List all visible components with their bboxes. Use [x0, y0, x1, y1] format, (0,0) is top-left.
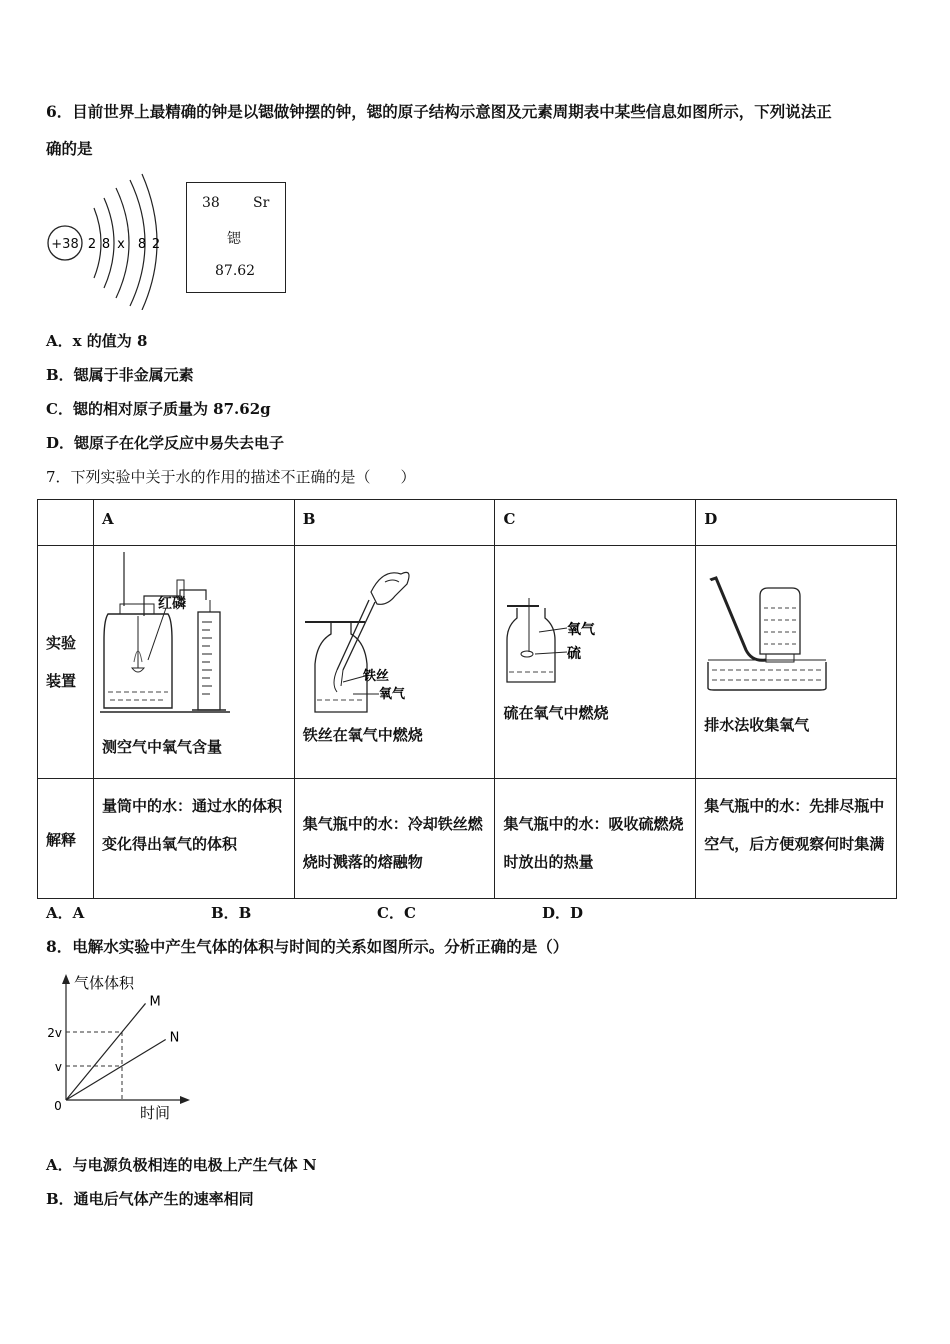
q8-option-b: B．通电后气体产生的速率相同	[46, 1190, 254, 1208]
series-line-m	[66, 1003, 146, 1100]
caption-c: 硫在氧气中燃烧	[503, 704, 609, 722]
nucleus-charge: +38	[51, 237, 79, 252]
q8-text: 8．电解水实验中产生气体的体积与时间的关系如图所示。分析正确的是（）	[46, 937, 569, 956]
cell-figure-b	[294, 546, 495, 779]
row-label-explain: 解释	[38, 779, 94, 899]
q7-text: 7．下列实验中关于水的作用的描述不正确的是（ ）	[46, 468, 416, 486]
row-label-device: 实验 装置	[38, 546, 94, 779]
y-axis-label: 气体体积	[74, 974, 135, 992]
shell-count-1: 2	[87, 237, 97, 252]
element-name: 锶	[227, 231, 241, 247]
x-axis-arrow	[180, 1096, 190, 1104]
header-a: A	[93, 500, 294, 546]
q7-experiment-table	[37, 499, 897, 899]
q6-option-a: A．x 的值为 8	[46, 332, 148, 350]
element-info-box	[186, 182, 286, 293]
cell-figure-d	[696, 546, 897, 779]
q8-option-a: A．与电源负极相连的电极上产生气体 N	[46, 1156, 317, 1174]
q6-text-line2: 确的是	[46, 139, 93, 158]
explain-row	[38, 779, 897, 899]
explain-c: 集气瓶中的水：吸收硫燃烧时放出的热量	[495, 779, 696, 899]
q7-answer-b: B．B	[211, 904, 252, 922]
series-label-n: N	[169, 1030, 180, 1046]
series-label-m: M	[149, 994, 161, 1010]
atom-structure-diagram	[44, 170, 174, 310]
apparatus-c-drawing	[501, 596, 691, 696]
shell-count-2: 8	[101, 237, 111, 252]
element-mass: 87.62	[215, 263, 256, 279]
q6-option-d: D．锶原子在化学反应中易失去电子	[46, 434, 285, 452]
element-number: 38	[202, 195, 220, 211]
q8-volume-time-chart	[40, 970, 200, 1125]
label-iron-wire: 铁丝	[362, 669, 389, 684]
table-header-row	[38, 500, 897, 546]
header-b: B	[294, 500, 495, 546]
cell-figure-c	[495, 546, 696, 779]
header-empty	[38, 500, 94, 546]
apparatus-b-drawing	[301, 564, 491, 724]
caption-d: 排水法收集氧气	[704, 716, 810, 734]
q7-answer-d: D．D	[542, 904, 584, 922]
device-row	[38, 546, 897, 779]
series-line-n	[66, 1039, 166, 1100]
shell-count-4: 8	[137, 237, 147, 252]
explain-d: 集气瓶中的水：先排尽瓶中空气，后方便观察何时集满	[696, 779, 897, 899]
q7-answer-c: C．C	[377, 904, 416, 922]
ytick-v: v	[54, 1060, 62, 1074]
label-sulfur: 硫	[567, 646, 582, 662]
origin-label: 0	[54, 1099, 62, 1113]
explain-b: 集气瓶中的水：冷却铁丝燃烧时溅落的熔融物	[294, 779, 495, 899]
explain-a: 量筒中的水：通过水的体积变化得出氧气的体积	[93, 779, 294, 899]
caption-a: 测空气中氧气含量	[101, 738, 222, 756]
q7-answer-a: A．A	[46, 904, 85, 922]
x-axis-label: 时间	[140, 1104, 171, 1122]
apparatus-a-drawing	[100, 550, 290, 720]
label-oxygen-b: 氧气	[378, 687, 405, 702]
y-axis-arrow	[62, 974, 70, 984]
apparatus-d-drawing	[704, 576, 894, 696]
caption-b: 铁丝在氧气中燃烧	[302, 726, 423, 744]
q6-option-b: B．锶属于非金属元素	[46, 366, 194, 384]
label-oxygen-c: 氧气	[567, 622, 596, 638]
shell-count-3: x	[117, 237, 125, 252]
cell-figure-a	[93, 546, 294, 779]
label-red-phosphorus: 红磷	[157, 596, 186, 612]
ytick-2v: 2v	[47, 1026, 62, 1040]
header-d: D	[696, 500, 897, 546]
shell-count-5: 2	[151, 237, 161, 252]
element-symbol: Sr	[253, 195, 270, 211]
header-c: C	[495, 500, 696, 546]
q6-text-line1: 6．目前世界上最精确的钟是以锶做钟摆的钟，锶的原子结构示意图及元素周期表中某些信息如图所示，下列说法正	[46, 102, 832, 121]
q6-option-c: C．锶的相对原子质量为 87.62g	[46, 400, 271, 418]
